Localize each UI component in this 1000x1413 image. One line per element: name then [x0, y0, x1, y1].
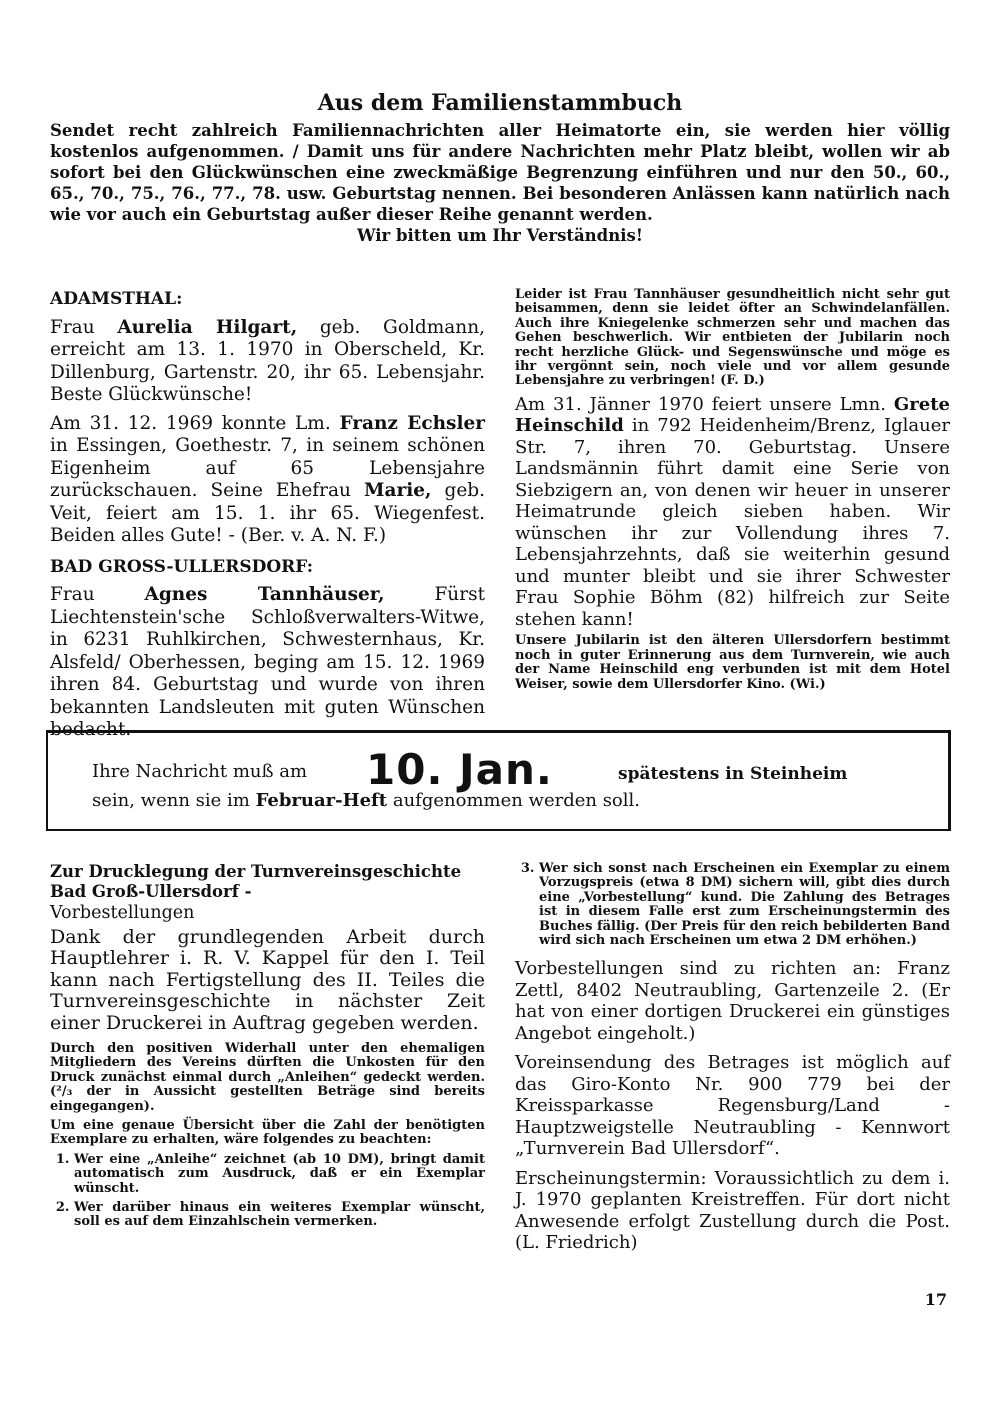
- right-column-top: [515, 288, 950, 697]
- left-column-top: [50, 288, 485, 748]
- page-number: 17: [924, 1290, 947, 1309]
- person-name: Marie,: [363, 480, 432, 501]
- section-heading-ullersdorf: BAD GROSS-ULLERSDORF:: [50, 556, 314, 577]
- list-item: 1. Wer eine „Anleihe“ zeichnet (ab 10 DM), bringt damit automatisch zum Ausdruck, daß er ein Exemplar wünscht.: [74, 1153, 485, 1196]
- text: geb. Goldmann, erreicht am 13. 1. 1970 in Oberscheld, Kr. Dillenburg, Gartenstr. 20, ihr 65. Lebensjahr. Beste Glückwünsche!: [50, 316, 485, 405]
- page-title: Aus dem Familienstammbuch: [317, 90, 683, 116]
- deadline-location: spätestens in Steinheim: [618, 764, 848, 784]
- issue-name: Februar-Heft: [255, 790, 388, 811]
- right-column-bottom: [515, 862, 950, 1262]
- text: Am 31. Jänner 1970 feiert unsere Lmn.: [515, 393, 894, 415]
- text: Frau: [50, 584, 145, 605]
- list-item: 2. Wer darüber hinaus ein weiteres Exemplar wünscht, soll es auf dem Einzahlschein vermerken.: [74, 1201, 485, 1230]
- deadline-box: [46, 730, 951, 831]
- article-intro: Dank der grundlegenden Arbeit durch Hauptlehrer i. R. V. Kappel für den I. Teil kann nach Fertigstellung des II. Teiles die Turnvereinsgeschichte in nächster Zeit einer Druckerei in Auftrag gegeben werden.: [50, 925, 485, 1034]
- section-heading-adamsthal: ADAMSTHAL:: [50, 289, 183, 309]
- left-column-bottom: [50, 862, 485, 1235]
- deadline-text-2: [92, 790, 640, 811]
- notice-heinschild-cont: Unsere Jubilarin ist den älteren Ullersdorfern bestimmt noch in guter Erinnerung aus dem Turnverein, wie auch der Name Heinschild eng verbunden ist mit dem Hotel Weiser, sowie dem Ullersdorfer Kino. (Wi.): [515, 633, 950, 692]
- text: aufgenommen werden soll.: [387, 790, 641, 811]
- person-name: Franz Echsler: [339, 412, 485, 434]
- notice-tannhaeuser-cont: Leider ist Frau Tannhäuser gesundheitlich nicht sehr gut beisammen, denn sie leidet öfter an Schwindelanfällen. Auch ihre Kniegelenke schmerzen sehr und machen das Gehen beschwerlich. Wir entbieten der Jubilarin noch recht herzliche Glück- und Segenswünsche und möge es ihr vergönnt sein, noch viele und vor allem gesunde Lebensjahre zu verbringen! (F. D.): [515, 287, 950, 389]
- text: in 792 Heidenheim/Brenz, Iglauer Str. 7, ihren 70. Geburtstag. Unsere Landsmännin führt damit eine Serie von Siebzigern an, von denen wir heuer in unserer Heimatrunde gleich sieben haben. Wir wünschen ihr zur Vollendung ihres 7. Lebensjahrzehnts, daß sie weiterhin gesund und munter bleibt und sie ihrer Schwester Frau Sophie Böhm (82) hilfreich zur Seite stehen kann!: [515, 415, 950, 630]
- article-paragraph: Um eine genaue Übersicht über die Zahl der benötigten Exemplare zu erhalten, wäre folgendes zu beachten:: [50, 1118, 485, 1148]
- text: in Essingen, Goethestr. 7, in seinem schönen Eigenheim auf 65 Lebensjahre zurückschauen. Seine Ehefrau: [50, 435, 485, 501]
- deadline-text: Ihre Nachricht muß am: [92, 761, 308, 782]
- notice-tannhaeuser: [50, 584, 485, 742]
- list-item: 3. Wer sich sonst nach Erscheinen ein Exemplar zu einem Vorzugspreis (etwa 8 DM) sichern will, gibt dies durch eine „Vorbestellung“ kund. Die Zahlung des Betrages ist in diesem Falle erst zum Erscheinungstermin des Buches fällig. (Der Preis für den reich bebilderten Band wird sich nach Erscheinen um etwa 2 DM erhöhen.): [539, 862, 950, 948]
- text: sein, wenn sie im: [92, 790, 256, 811]
- article-subheading: Vorbestellungen: [50, 903, 195, 923]
- text: Frau: [50, 316, 118, 338]
- notice-heinschild: [515, 394, 950, 631]
- article-paragraph: Durch den positiven Widerhall unter den ehemaligen Mitgliedern des Vereins dürften die Unkosten für den Druck zunächst einmal durch „Anleihen“ gedeckt werden. (²/₃ der in Aussicht gestellten Beträge sind bereits eingegangen).: [50, 1041, 485, 1114]
- text: Am 31. 12. 1969 konnte Lm.: [50, 412, 340, 434]
- notice-echsler: [50, 413, 485, 548]
- person-name: Grete Heinschild: [515, 393, 950, 437]
- text: Fürst Liechtenstein'sche Schloßverwalters-Witwe, in 6231 Ruhlkirchen, Schwesternhaus, Kr. Alsfeld/ Oberhessen, beging am 15. 12. 1969 ihren 84. Geburtstag und wurde von ihren bekannten Landsleuten mit guten Wünschen bedacht.: [50, 584, 485, 740]
- person-name: Agnes Tannhäuser,: [144, 584, 385, 605]
- article-paragraph: Voreinsendung des Betrages ist möglich auf das Giro-Konto Nr. 900 779 bei der Kreissparkasse Regensburg/Land - Hauptzweigstelle Neutraubling - Kennwort „Turnverein Bad Ullersdorf“.: [515, 1052, 950, 1160]
- intro-closing: Wir bitten um Ihr Verständnis!: [357, 226, 643, 245]
- intro-notice: [50, 120, 950, 246]
- intro-text: Sendet recht zahlreich Familiennachrichten aller Heimatorte ein, sie werden hier völlig kostenlos aufgenommen. / Damit uns für andere Nachrichten mehr Platz bleibt, wollen wir ab sofort bei den Glückwünschen eine zweckmäßige Begrenzung einführen und nur den 50., 60., 65., 70., 75., 76., 77., 78. usw. Geburtstag nennen. Bei besonderen Anlässen kann natürlich nach wie vor auch ein Geburtstag außer dieser Reihe genannt werden.: [50, 121, 950, 224]
- deadline-date: 10. Jan.: [366, 745, 553, 794]
- text: geb. Veit, feiert am 15. 1. ihr 65. Wiegenfest. Beiden alles Gute! - (Ber. v. A. N. F.): [50, 480, 485, 546]
- notice-hilgart: [50, 317, 485, 407]
- article-paragraph: Vorbestellungen sind zu richten an: Franz Zettl, 8402 Neutraubling, Gartenzeile 2. (Er hat von einer dortigen Druckerei ein günstiges Angebot eingeholt.): [515, 958, 950, 1044]
- person-name: Aurelia Hilgart,: [117, 316, 298, 338]
- article-heading: Zur Drucklegung der Turnvereinsgeschichte Bad Groß-Ullersdorf -: [50, 862, 462, 901]
- article-paragraph: Erscheinungstermin: Voraussichtlich zu dem i. J. 1970 geplanten Kreistreffen. Für dort nicht Anwesende erfolgt Zustellung durch die Post. (L. Friedrich): [515, 1167, 950, 1254]
